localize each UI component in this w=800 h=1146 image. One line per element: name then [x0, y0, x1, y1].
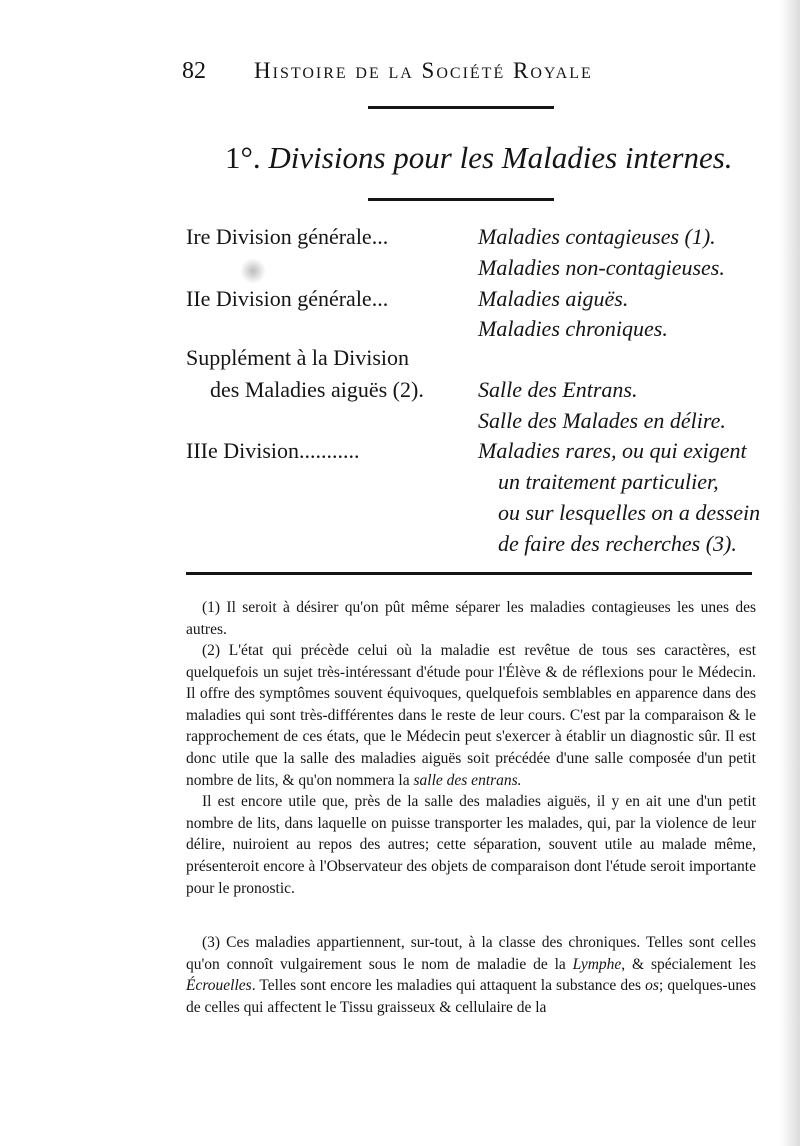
division-right-9: un traitement particulier, — [498, 469, 719, 494]
division-left-3: IIe Division générale... — [186, 286, 389, 311]
footnote-2-paragraph-2: Il est encore utile que, près de la salle des maladies aiguës, il y en ait une d'un petit nombre de lits, dans laquelle on puisse transporter les malades, qui, par la violence de leur délire, nuiroient au repos des autres; cette séparation, souvent utile au malade même, présenteroit encore à l'Observateur des objets de comparaison dont l'étude seroit importante pour le pronostic. — [186, 793, 756, 897]
page-number: 82 — [182, 58, 206, 84]
page-edge-shadow — [780, 0, 800, 1146]
footnote-3-os: os — [645, 977, 659, 995]
section-rule — [368, 198, 554, 201]
division-left-1: Ire Division générale... — [186, 224, 389, 249]
running-header — [182, 58, 702, 92]
footnote-rule — [186, 572, 752, 575]
section-title: Divisions pour les Maladies internes. — [268, 140, 733, 175]
division-right-10: ou sur lesquelles on a dessein — [498, 500, 761, 525]
section-heading — [225, 140, 733, 176]
footnote-3-text-b: , & spécialement les — [621, 955, 756, 973]
footnote-1-text: (1) Il seroit à désirer qu'on pût même séparer les maladies contagieuses les unes des autres. — [186, 599, 756, 638]
footnote-3-paragraph — [186, 932, 756, 1018]
division-right-3: Maladies aiguës. — [478, 286, 629, 311]
footnote-1 — [186, 597, 756, 640]
footnote-2-paragraph-1 — [186, 640, 756, 791]
footnote-3 — [186, 932, 756, 1018]
division-left-5: Supplément à la Division — [186, 345, 410, 370]
running-title: Histoire de la Société Royale — [254, 58, 593, 83]
division-right-11: de faire des recherches (3). — [498, 531, 737, 556]
footnote-3-text-c: . Telles sont encore les maladies qui attaquent la substance des — [251, 977, 646, 995]
footnote-3-ecrouelles: Écrouelles — [186, 977, 252, 995]
division-right-7: Salle des Malades en délire. — [478, 408, 726, 433]
footnote-3-lymphe: Lymphe — [572, 955, 622, 973]
footnote-3-text-a: (3) Ces maladies appartiennent, sur-tout, à la classe des chroniques. Telles sont celles qu'on connoît vulgairement sous le nom de maladie de la — [186, 934, 756, 973]
footnote-2 — [186, 640, 756, 899]
division-left-6: des Maladies aiguës (2). — [210, 377, 424, 402]
division-right-1: Maladies contagieuses (1). — [478, 224, 716, 249]
division-right-6: Salle des Entrans. — [478, 377, 638, 402]
footnote-2-italic-term: salle des entrans. — [413, 771, 522, 789]
footnote-2-text: (2) L'état qui précède celui où la maladie est revêtue de tous ses caractères, est quelquefois un sujet très-intéressant d'étude pour l'Élève & de réflexions pour le Médecin. Il offre des symptômes souvent équivoques, quelquefois semblables en apparence dans des maladies qui sont très-différentes dans le reste de leur cours. C'est par la comparaison & le rapprochement de ces états, que le Médecin peut s'exercer à établir un diagnostic sûr. Il est donc utile que la salle des maladies aiguës soit précédée d'une salle composée d'un petit nombre de lits, & qu'on nommera la — [186, 642, 756, 789]
division-right-4: Maladies chroniques. — [478, 316, 668, 341]
ink-stain — [240, 258, 266, 284]
division-right-2: Maladies non-contagieuses. — [478, 255, 725, 280]
division-left-8: IIIe Division........... — [186, 438, 360, 463]
section-number: 1°. — [225, 140, 261, 175]
footnote-3-text-d: ; quelques-unes de celles qui affectent le Tissu graisseux & cellulaire de la — [186, 977, 756, 1016]
top-rule — [368, 106, 554, 109]
division-right-8: Maladies rares, ou qui exigent — [478, 438, 747, 463]
